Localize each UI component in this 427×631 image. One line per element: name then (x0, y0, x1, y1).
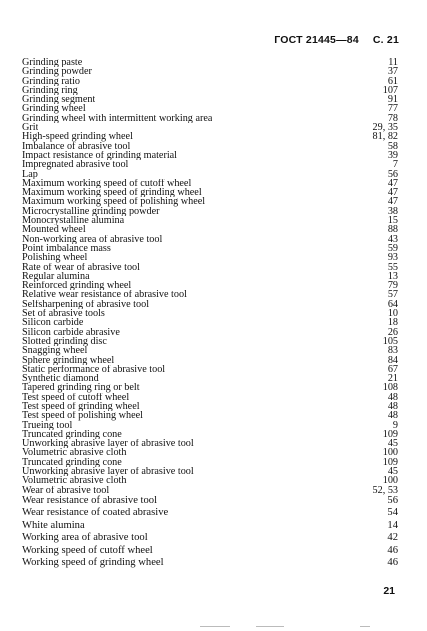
index-entry (22, 235, 398, 244)
index-entry (22, 67, 398, 76)
index-entry (22, 151, 398, 160)
index-entry (22, 337, 398, 346)
index-entry (22, 346, 398, 355)
index-term: Non-working area of abrasive tool (22, 234, 163, 244)
index-entry (22, 365, 398, 374)
index-term: Unworking abrasive layer of abrasive tool (22, 467, 194, 477)
index-page-ref: 88 (387, 224, 398, 236)
index-term: Relative wear resistance of abrasive tool (22, 290, 187, 300)
index-entry (22, 402, 398, 411)
index-page-ref: 52, 53 (372, 484, 398, 496)
index-page-ref: 57 (387, 289, 398, 301)
index-term: White alumina (22, 519, 85, 531)
index-entry (22, 104, 398, 113)
index-entry (22, 557, 398, 569)
index-term: Snagging wheel (22, 346, 88, 356)
index-page-ref: 48 (387, 410, 398, 422)
index-page-ref: 45 (387, 438, 398, 450)
index-term: Wear of abrasive tool (22, 485, 110, 495)
index-term: Slotted grinding disc (22, 336, 107, 347)
index-term: Point imbalance mass (22, 243, 111, 254)
index-term: Grinding powder (22, 67, 92, 77)
index-page-ref: 46 (387, 544, 398, 556)
index-page-ref: 84 (387, 354, 398, 366)
index-page-ref: 55 (387, 261, 398, 273)
index-term: Regular alumina (22, 271, 90, 282)
index-term: Microcrystalline grinding powder (22, 206, 160, 217)
index-term: Set of abrasive tools (22, 309, 105, 319)
index-page-ref: 58 (387, 140, 398, 152)
index-page-ref: 38 (387, 205, 398, 217)
index-page-ref: 107 (382, 84, 398, 96)
index-term: Working speed of cutoff wheel (22, 544, 153, 556)
index-page-ref: 47 (387, 196, 398, 208)
index-entry (22, 272, 398, 281)
index-entry (22, 430, 398, 439)
index-term: Truncated grinding cone (22, 429, 122, 440)
index-term: Impact resistance of grinding material (22, 150, 178, 161)
index-entry (22, 545, 398, 557)
index-page-ref: 83 (387, 345, 398, 357)
index-entry (22, 188, 398, 197)
index-page-ref: 10 (387, 308, 398, 320)
index-page-ref: 100 (382, 447, 398, 459)
index-term: Test speed of polishing wheel (22, 411, 143, 421)
index-page-ref: 37 (387, 66, 398, 78)
index-term: Static performance of abrasive tool (22, 364, 166, 375)
index-page-ref: 18 (387, 317, 398, 329)
index-page-ref: 77 (387, 103, 398, 115)
index-page-ref: 56 (387, 168, 398, 180)
index-entry (22, 160, 398, 169)
index-page-ref: 54 (387, 507, 398, 519)
index-page-ref: 46 (387, 556, 398, 568)
index-entry (22, 486, 398, 495)
index-entry (22, 225, 398, 234)
index-page-ref: 108 (382, 382, 398, 394)
index-term: Volumetric abrasive cloth (22, 476, 127, 486)
index-term: Grinding segment (22, 95, 96, 105)
index-term: Lap (22, 169, 38, 179)
index-page-ref: 93 (387, 252, 398, 264)
index-term: Synthetic diamond (22, 374, 99, 384)
index-term: Truncated grinding cone (22, 457, 122, 468)
index-term: High-speed grinding wheel (22, 132, 133, 142)
index-entry (22, 290, 398, 299)
index-entry (22, 77, 398, 86)
index-entry (22, 114, 398, 123)
index-term: Grinding ratio (22, 76, 81, 86)
index-entry (22, 95, 398, 104)
index-entry (22, 216, 398, 225)
footer-rule (256, 626, 284, 627)
index-term: Wear resistance of abrasive tool (22, 494, 158, 506)
index-entry (22, 58, 398, 67)
index-page-ref: 78 (387, 112, 398, 124)
index-entry (22, 197, 398, 206)
sheet-number: С. 21 (372, 34, 399, 46)
index-term: Grinding wheel (22, 104, 86, 114)
index-page-ref: 39 (387, 149, 398, 161)
index-term: Rate of wear of abrasive tool (22, 262, 140, 272)
index-term: Grinding paste (22, 58, 83, 68)
index-page-ref: 14 (387, 519, 398, 531)
index-page-ref: 105 (382, 335, 398, 347)
index-entry (22, 318, 398, 327)
index-page-ref: 91 (387, 94, 398, 106)
index-term: Sphere grinding wheel (22, 355, 115, 365)
index-page-ref: 21 (387, 373, 398, 385)
index-page-ref: 29, 35 (372, 122, 398, 134)
index-term: Volumetric abrasive cloth (22, 448, 127, 458)
index-entry (22, 383, 398, 392)
index-page-ref: 64 (387, 298, 398, 310)
index-term: Test speed of cutoff wheel (22, 392, 130, 402)
index-entry (22, 281, 398, 290)
index-list (22, 58, 398, 569)
page-number: 21 (383, 585, 395, 597)
index-term: Maximum working speed of polishing wheel (22, 197, 206, 207)
index-entry (22, 253, 398, 262)
index-page-ref: 109 (382, 428, 398, 440)
index-page-ref: 48 (387, 400, 398, 412)
index-page-ref: 47 (387, 177, 398, 189)
index-page-ref: 56 (387, 494, 398, 506)
index-term: Imbalance of abrasive tool (22, 141, 131, 151)
index-page-ref: 109 (382, 456, 398, 468)
index-page-ref: 7 (392, 159, 398, 171)
index-page-ref: 67 (387, 363, 398, 375)
index-term: Test speed of grinding wheel (22, 401, 140, 412)
index-entry (22, 328, 398, 337)
index-entry (22, 532, 398, 544)
index-page-ref: 48 (387, 391, 398, 403)
index-entry (22, 421, 398, 430)
index-entry (22, 132, 398, 141)
index-page-ref: 79 (387, 280, 398, 292)
index-page-ref: 43 (387, 233, 398, 245)
index-entry (22, 263, 398, 272)
index-term: Grinding ring (22, 85, 78, 96)
index-page-ref: 9 (392, 419, 398, 431)
index-term: Trueing tool (22, 420, 73, 430)
index-term: Unworking abrasive layer of abrasive tool (22, 439, 194, 449)
index-page-ref: 45 (387, 466, 398, 478)
page-header (274, 34, 399, 46)
index-page-ref: 61 (387, 75, 398, 87)
footer-rule (360, 626, 370, 627)
index-term: Tapered grinding ring or belt (22, 383, 140, 393)
index-entry (22, 393, 398, 402)
index-page-ref: 59 (387, 242, 398, 254)
index-page-ref: 13 (387, 270, 398, 282)
index-page-ref: 100 (382, 475, 398, 487)
index-entry (22, 439, 398, 448)
index-term: Silicon carbide (22, 318, 84, 328)
index-entry (22, 507, 398, 519)
index-entry (22, 458, 398, 467)
index-term: Maximum working speed of cutoff wheel (22, 178, 192, 189)
index-entry (22, 123, 398, 132)
index-term: Working speed of grinding wheel (22, 556, 164, 568)
index-term: Wear resistance of coated abrasive (22, 507, 169, 519)
index-entry (22, 300, 398, 309)
standard-code: ГОСТ 21445—84 (274, 34, 359, 46)
index-page-ref: 11 (388, 57, 398, 68)
index-term: Mounted wheel (22, 225, 86, 235)
index-entry (22, 495, 398, 507)
index-page-ref: 26 (387, 326, 398, 338)
index-entry (22, 86, 398, 95)
index-page-ref: 81, 82 (372, 131, 398, 143)
index-entry (22, 170, 398, 179)
index-term: Reinforced grinding wheel (22, 281, 132, 291)
index-term: Impregnated abrasive tool (22, 160, 129, 170)
index-entry (22, 411, 398, 420)
index-term: Grinding wheel with intermittent working area (22, 113, 213, 124)
index-entry (22, 244, 398, 253)
index-entry (22, 374, 398, 383)
index-entry (22, 467, 398, 476)
index-entry (22, 179, 398, 188)
index-term: Grit (22, 123, 39, 133)
index-term: Monocrystalline alumina (22, 216, 125, 226)
index-page-ref: 42 (387, 532, 398, 544)
index-term: Silicon carbide abrasive (22, 327, 120, 337)
index-entry (22, 309, 398, 318)
index-term: Selfsharpening of abrasive tool (22, 299, 150, 310)
index-entry (22, 142, 398, 151)
index-entry (22, 207, 398, 216)
index-entry (22, 520, 398, 532)
index-term: Maximum working speed of grinding wheel (22, 188, 202, 198)
index-entry (22, 476, 398, 485)
index-entry (22, 356, 398, 365)
index-page-ref: 47 (387, 187, 398, 199)
index-page-ref: 15 (387, 215, 398, 227)
footer-rule (200, 626, 230, 627)
index-entry (22, 448, 398, 457)
index-term: Polishing wheel (22, 253, 88, 263)
index-term: Working area of abrasive tool (22, 532, 148, 544)
